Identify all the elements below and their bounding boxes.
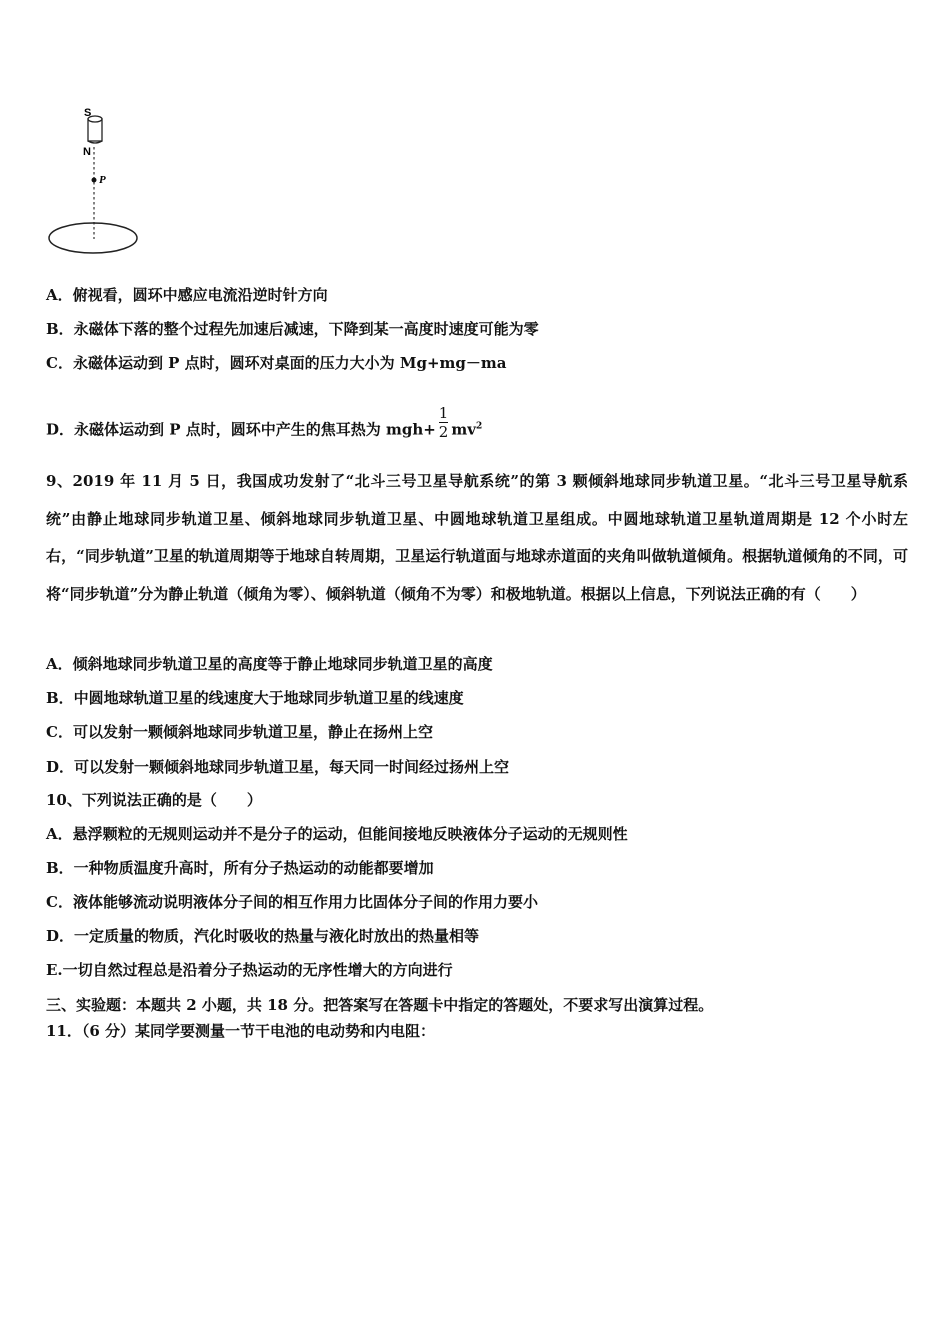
q10-option-c: C．液体能够流动说明液体分子间的相互作用力比固体分子间的作用力要小: [46, 893, 538, 911]
q8-option-d-exponent: 2: [475, 421, 483, 432]
fraction-numerator: 1: [438, 404, 449, 422]
q8-option-d: [46, 404, 483, 449]
q11-stem: 11．（6 分）某同学要测量一节干电池的电动势和内电阻：: [46, 1022, 436, 1040]
q9-option-c: C．可以发射一颗倾斜地球同步轨道卫星，静止在扬州上空: [46, 723, 433, 741]
label-p: P: [99, 174, 106, 186]
fraction-denominator: 2: [438, 423, 449, 441]
label-n: N: [83, 146, 91, 158]
section3-heading: 三、实验题：本题共 2 小题，共 18 分。把答案写在答题卡中指定的答题处，不要求写出演算过程。: [46, 996, 714, 1014]
q10-option-b: B．一种物质温度升高时，所有分子热运动的动能都要增加: [46, 859, 434, 877]
q8-option-a: A．俯视看，圆环中感应电流沿逆时针方向: [46, 286, 328, 304]
q9-option-d: D．可以发射一颗倾斜地球同步轨道卫星，每天同一时间经过扬州上空: [46, 758, 510, 776]
label-s: S: [84, 107, 92, 119]
magnet-ring-figure: [40, 95, 150, 260]
magnet-ring-diagram: [40, 95, 150, 260]
q10-option-e: E.一切自然过程总是沿着分子热运动的无序性增大的方向进行: [46, 961, 453, 979]
fraction-one-half: [439, 404, 449, 441]
q8-option-d-prefix: D．永磁体运动到 P 点时，圆环中产生的焦耳热为 mgh+: [46, 420, 436, 439]
point-p: [92, 178, 97, 183]
q9-stem: 9、2019 年 11 月 5 日，我国成功发射了“北斗三号卫星导航系统”的第 3 颗倾斜地球同步轨道卫星。“北斗三号卫星导航系统”由静止地球同步轨道卫星、倾斜地球同步轨道卫星、中圆地球轨道卫星组成。中圆地球轨道卫星轨道周期是 12 个小时左右，“同步轨道”卫星的轨道周期等于地球自转周期，卫星运行轨道面与地球赤道面的夹角叫做轨道倾角。根据轨道倾角的不同，可将“同步轨道”分为静止轨道（倾角为零）、倾斜轨道（倾角不为零）和极地轨道。根据以上信息，下列说法正确的有（ ）: [46, 472, 908, 603]
ring: [49, 223, 137, 253]
q8-option-d-suffix: mv: [451, 420, 476, 439]
q10-option-d: D．一定质量的物质，汽化时吸收的热量与液化时放出的热量相等: [46, 927, 480, 945]
q10-option-a: A．悬浮颗粒的无规则运动并不是分子的运动，但能间接地反映液体分子运动的无规则性: [46, 825, 628, 843]
q9-option-a: A．倾斜地球同步轨道卫星的高度等于静止地球同步轨道卫星的高度: [46, 655, 493, 673]
q10-stem: 10、下列说法正确的是（ ）: [46, 791, 262, 809]
q8-option-b: B．永磁体下落的整个过程先加速后减速，下降到某一高度时速度可能为零: [46, 320, 539, 338]
q8-option-c: C．永磁体运动到 P 点时，圆环对桌面的压力大小为 Mg+mg－ma: [46, 354, 507, 372]
q9-option-b: B．中圆地球轨道卫星的线速度大于地球同步轨道卫星的线速度: [46, 689, 464, 707]
